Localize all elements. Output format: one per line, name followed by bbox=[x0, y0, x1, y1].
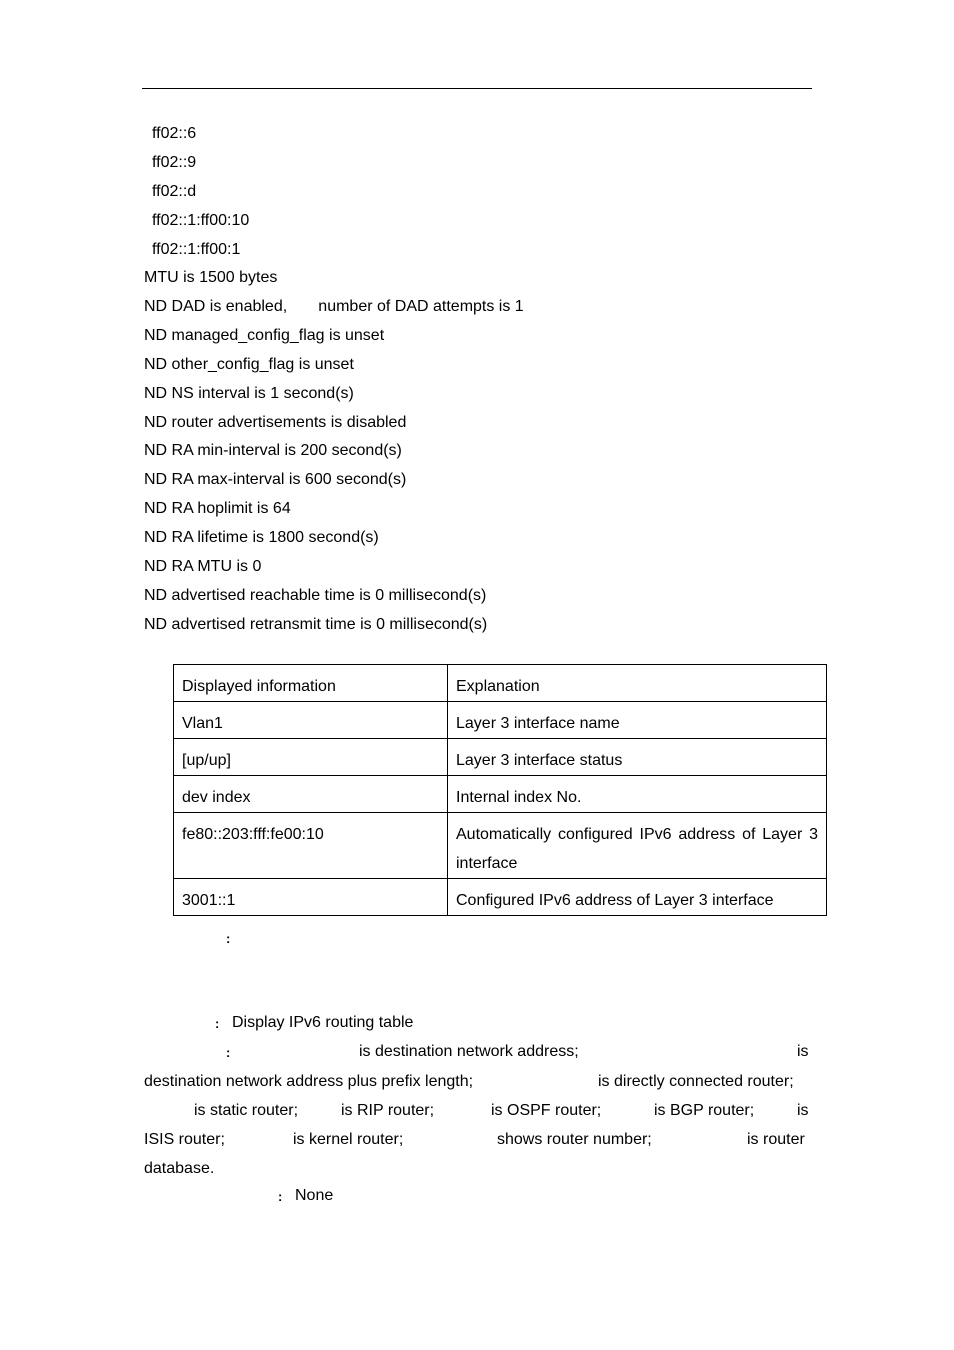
table-row bbox=[174, 702, 827, 739]
table-row bbox=[174, 776, 827, 813]
parameter-fragment: database. bbox=[144, 1160, 215, 1177]
setting-line: ND DAD is enabled, number of DAD attempts is 1 bbox=[144, 298, 524, 315]
parameter-fragment: is directly connected router; bbox=[598, 1073, 794, 1090]
parameter-fragment: is bbox=[797, 1043, 809, 1060]
table-row bbox=[174, 813, 827, 879]
parameter-fragment: shows router number; bbox=[497, 1131, 652, 1148]
parameter-fragment: is static router; bbox=[194, 1102, 299, 1119]
setting-line: ND RA min-interval is 200 second(s) bbox=[144, 442, 402, 459]
setting-line: ND RA max-interval is 600 second(s) bbox=[144, 471, 407, 488]
table-cell: Internal index No. bbox=[448, 776, 827, 813]
address-line: ff02::9 bbox=[152, 154, 197, 171]
table-row bbox=[174, 739, 827, 776]
address-line: ff02::d bbox=[152, 183, 197, 200]
table-row bbox=[174, 879, 827, 916]
setting-line: ND RA lifetime is 1800 second(s) bbox=[144, 529, 379, 546]
address-line: ff02::1:ff00:1 bbox=[152, 241, 241, 258]
parameter-fragment: is OSPF router; bbox=[491, 1102, 602, 1119]
setting-line: ND other_config_flag is unset bbox=[144, 356, 354, 373]
header-rule bbox=[142, 88, 812, 89]
table-header-row bbox=[174, 665, 827, 702]
parameter-fragment: is RIP router; bbox=[341, 1102, 435, 1119]
parameter-fragment: is bbox=[797, 1102, 809, 1119]
table-cell: dev index bbox=[174, 776, 448, 813]
table-cell: Configured IPv6 address of Layer 3 interface bbox=[448, 879, 827, 916]
table-cell: 3001::1 bbox=[174, 879, 448, 916]
table-cell: [up/up] bbox=[174, 739, 448, 776]
table-header-cell: Displayed information bbox=[174, 665, 448, 702]
table-cell: Layer 3 interface status bbox=[448, 739, 827, 776]
setting-line: ND managed_config_flag is unset bbox=[144, 327, 385, 344]
address-line: ff02::1:ff00:10 bbox=[152, 212, 250, 229]
parameter-fragment: destination network address plus prefix length; bbox=[144, 1073, 474, 1090]
parameter-fragment: is router bbox=[747, 1131, 805, 1148]
command-colon: : bbox=[226, 931, 231, 946]
table-header-cell: Explanation bbox=[448, 665, 827, 702]
parameter-colon: : bbox=[226, 1045, 231, 1060]
table-cell: Vlan1 bbox=[174, 702, 448, 739]
function-text: Display IPv6 routing table bbox=[232, 1014, 414, 1031]
parameter-fragment: is BGP router; bbox=[654, 1102, 755, 1119]
table-cell: fe80::203:fff:fe00:10 bbox=[174, 813, 448, 879]
explanation-table bbox=[173, 664, 827, 916]
setting-line: ND router advertisements is disabled bbox=[144, 414, 407, 431]
setting-line: ND RA hoplimit is 64 bbox=[144, 500, 291, 517]
parameter-fragment: is destination network address; bbox=[359, 1043, 579, 1060]
parameter-fragment: is kernel router; bbox=[293, 1131, 404, 1148]
address-line: ff02::6 bbox=[152, 125, 197, 142]
setting-line: ND advertised retransmit time is 0 millisecond(s) bbox=[144, 616, 488, 633]
parameter-fragment: ISIS router; bbox=[144, 1131, 225, 1148]
default-colon: : bbox=[278, 1189, 283, 1204]
setting-line: MTU is 1500 bytes bbox=[144, 269, 278, 286]
setting-line: ND RA MTU is 0 bbox=[144, 558, 262, 575]
setting-line: ND NS interval is 1 second(s) bbox=[144, 385, 354, 402]
setting-line: ND advertised reachable time is 0 millisecond(s) bbox=[144, 587, 487, 604]
default-text: None bbox=[295, 1187, 334, 1204]
table-cell: Layer 3 interface name bbox=[448, 702, 827, 739]
function-colon: : bbox=[215, 1016, 220, 1031]
table-cell: Automatically configured IPv6 address of Layer 3 interface bbox=[448, 813, 827, 879]
